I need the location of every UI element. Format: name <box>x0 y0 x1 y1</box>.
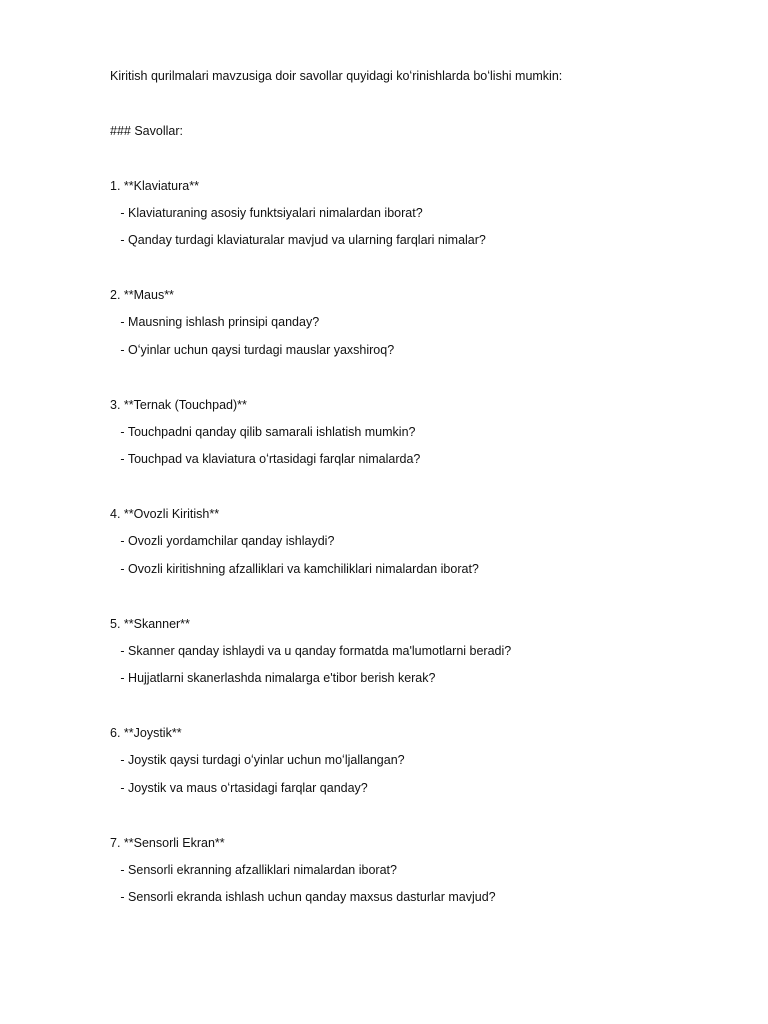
question-item: - Sensorli ekranda ishlash uchun qanday maxsus dasturlar mavjud? <box>110 890 496 904</box>
question-item: - Mausning ishlash prinsipi qanday? <box>110 315 320 329</box>
question-item: - Hujjatlarni skanerlashda nimalarga e'tibor berish kerak? <box>110 671 436 685</box>
section-title-joystik: 6. **Joystik** <box>110 726 182 740</box>
section-title-klaviatura: 1. **Klaviatura** <box>110 179 199 193</box>
section-title-skanner: 5. **Skanner** <box>110 617 190 631</box>
section-heading: ### Savollar: <box>110 124 183 138</box>
section-title-sensorli-ekran: 7. **Sensorli Ekran** <box>110 836 225 850</box>
question-item: - Ovozli kiritishning afzalliklari va kamchiliklari nimalardan iborat? <box>110 562 479 576</box>
question-item: - Ovozli yordamchilar qanday ishlaydi? <box>110 534 335 548</box>
section-title-ovozli-kiritish: 4. **Ovozli Kiritish** <box>110 507 220 521</box>
intro-text: Kiritish qurilmalari mavzusiga doir savollar quyidagi koʻrinishlarda boʻlishi mumkin: <box>110 69 563 83</box>
question-item: - Oʻyinlar uchun qaysi turdagi mauslar yaxshiroq? <box>110 343 395 357</box>
question-item: - Touchpad va klaviatura oʻrtasidagi farqlar nimalarda? <box>110 452 421 466</box>
section-title-ternak: 3. **Ternak (Touchpad)** <box>110 398 247 412</box>
question-item: - Skanner qanday ishlaydi va u qanday formatda ma'lumotlarni beradi? <box>110 644 512 658</box>
question-item: - Sensorli ekranning afzalliklari nimalardan iborat? <box>110 863 397 877</box>
question-item: - Klaviaturaning asosiy funktsiyalari nimalardan iborat? <box>110 206 423 220</box>
section-title-maus: 2. **Maus** <box>110 288 174 302</box>
question-item: - Joystik qaysi turdagi oʻyinlar uchun moʻljallangan? <box>110 753 405 767</box>
question-item: - Touchpadni qanday qilib samarali ishlatish mumkin? <box>110 425 416 439</box>
question-item: - Joystik va maus oʻrtasidagi farqlar qanday? <box>110 781 368 795</box>
question-item: - Qanday turdagi klaviaturalar mavjud va ularning farqlari nimalar? <box>110 233 486 247</box>
